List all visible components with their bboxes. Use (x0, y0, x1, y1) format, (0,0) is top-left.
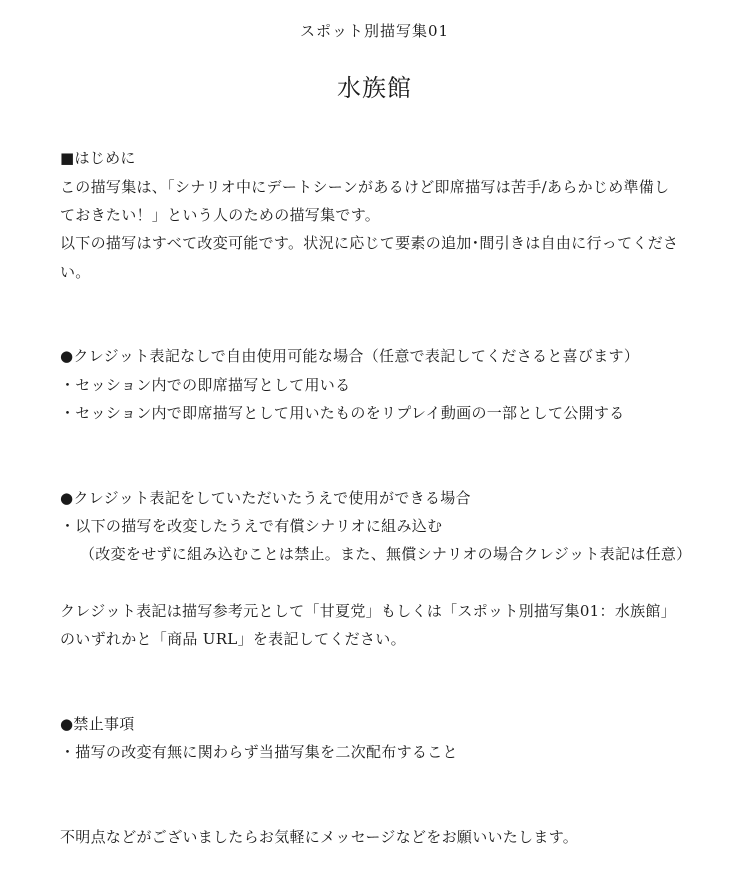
intro-line: 以下の描写はすべて改変可能です。状況に応じて要素の追加･間引きは自由に行ってくださ (60, 234, 679, 252)
credit-format-line: クレジット表記は描写参考元として「甘夏党」もしくは「スポット別描写集01：水族館」 (60, 602, 677, 620)
credit-use-note: （改変をせずに組み込むことは禁止。また、無償シナリオの場合クレジット表記は任意） (80, 545, 692, 563)
credit-use-heading: ●クレジット表記をしていただいたうえで使用ができる場合 (60, 489, 471, 507)
closing-text: 不明点などがございましたらお気軽にメッセージなどをお願いいたします。 (60, 828, 579, 846)
prohibited-heading: ●禁止事項 (60, 715, 135, 733)
series-title: スポット別描写集01 (299, 22, 450, 40)
intro-line: ておきたい！」という人のための描写集です。 (60, 206, 381, 224)
free-use-item: ・セッション内での即席描写として用いる (60, 376, 351, 394)
intro-line: い。 (60, 263, 91, 281)
prohibited-item: ・描写の改変有無に関わらず当描写集を二次配布すること (60, 743, 458, 761)
credit-use-item: ・以下の描写を改変したうえで有償シナリオに組み込む (60, 517, 443, 535)
free-use-heading: ●クレジット表記なしで自由使用可能な場合（任意で表記してくださると喜びます） (60, 347, 640, 365)
free-use-item: ・セッション内で即席描写として用いたものをリプレイ動画の一部として公開する (60, 404, 625, 422)
credit-format-line: のいずれかと「商品 URL」を表記してください。 (60, 630, 406, 648)
intro-heading: ■はじめに (60, 149, 136, 167)
page-title: 水族館 (337, 74, 412, 102)
intro-line: この描写集は、「シナリオ中にデートシーンがあるけど即席描写は苦手/あらかじめ準備し (60, 178, 670, 196)
